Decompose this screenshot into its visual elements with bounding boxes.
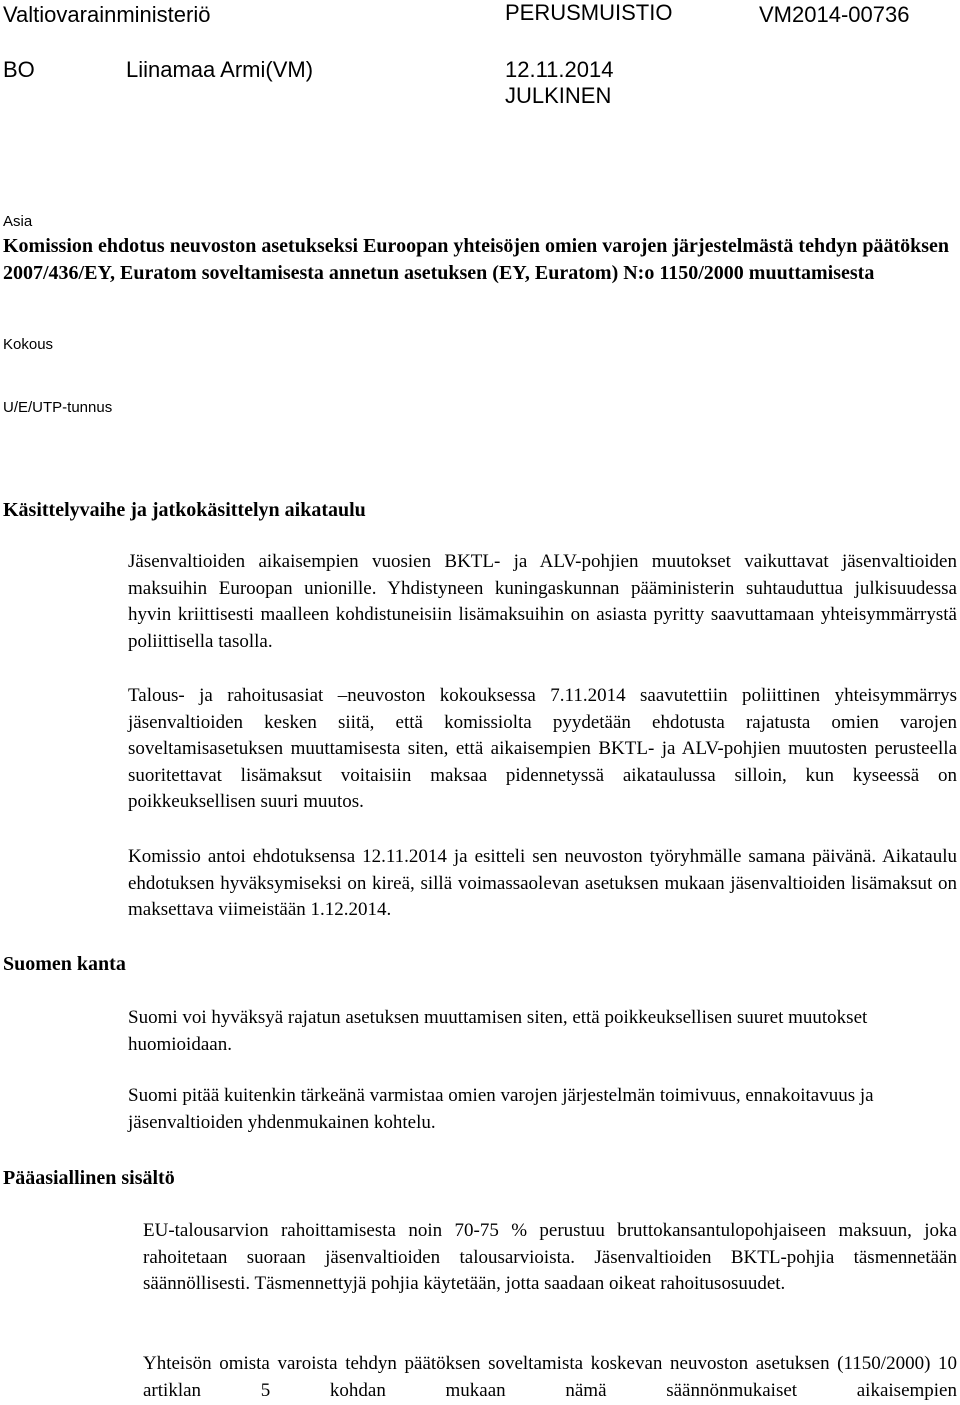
- schedule-paragraph: Jäsenvaltioiden aikaisempien vuosien BKTL- ja ALV-pohjien muutokset vaikuttavat jäsenvaltioiden maksuihin Euroopan unionille. Yhdistyneen kuningaskunnan pääministerin suhtauduttua julkisuudessa hyvin kriittisesti maalleen kohdistuneisiin lisämaksuihin on asiasta pyritty saavuttamaan yhteisymmärrystä poliittisella tasolla.: [128, 551, 957, 652]
- schedule-paragraph: Talous- ja rahoitusasiat –neuvoston kokouksessa 7.11.2014 saavutettiin poliittinen yhteisymmärrys jäsenvaltioiden kesken siitä, että komissiolta pyydetään ehdotusta rajatusta omien varojen soveltamisasetuksen muuttamisesta siten, että aikaisempien BKTL- ja ALV-pohjien muutosten perusteella suoritettavat lisämaksut voitaisiin maksaa pidennetyssä aikataulussa silloin, kun kyseessä on poikkeuksellisen suuri muutos.: [128, 685, 957, 812]
- content-paragraph: Yhteisön omista varoista tehdyn päätöksen soveltamista koskevan neuvoston asetuksen (1150/2000) 10 artiklan 5 kohdan mukaan nämä säännönmukaiset aikaisempien: [143, 1353, 957, 1401]
- document-type: PERUSMUISTIO: [505, 0, 673, 25]
- subject-title: Komission ehdotus neuvoston asetukseksi Euroopan yhteisöjen omien varojen järjestelmästä tehdyn päätöksen 2007/436/EY, Euratom soveltamisesta annetun asetuksen (EY, Euratom) N:o 1150/2000 muuttamisesta: [3, 235, 950, 284]
- schedule-paragraph: Komissio antoi ehdotuksensa 12.11.2014 ja esitteli sen neuvoston työryhmälle samana päivänä. Aikataulu ehdotuksen hyväksymiseksi on kireä, sillä voimassaolevan asetuksen mukaan jäsenvaltioiden lisämaksut on maksettava viimeistään 1.12.2014.: [128, 846, 957, 920]
- content-heading: Pääasiallinen sisältö: [3, 1167, 175, 1189]
- classification: JULKINEN: [505, 83, 612, 108]
- meeting-label: Kokous: [3, 336, 54, 353]
- code-label: U/E/UTP-tunnus: [3, 399, 113, 416]
- position-paragraph: Suomi voi hyväksyä rajatun asetuksen muuttamisen siten, että poikkeuksellisen suuret muutokset huomioidaan.: [128, 1007, 868, 1055]
- document-id: VM2014-00736: [759, 2, 910, 27]
- ministry-name: Valtiovarainministeriö: [3, 2, 211, 27]
- schedule-heading: Käsittelyvaihe ja jatkokäsittelyn aikataulu: [3, 499, 366, 521]
- author: Liinamaa Armi(VM): [126, 57, 314, 82]
- content-paragraph: EU-talousarvion rahoittamisesta noin 70-75 % perustuu bruttokansantulopohjaiseen maksuun, joka rahoitetaan suoraan jäsenvaltioiden talousarvioista. Jäsenvaltioiden BKTL-pohjia täsmennetään säännöllisesti. Täsmennettyjä pohjia käytetään, jotta saadaan oikeat rahoitusosuudet.: [143, 1220, 957, 1294]
- unit-code: BO: [3, 57, 35, 82]
- position-heading: Suomen kanta: [3, 953, 126, 975]
- document-date: 12.11.2014: [505, 57, 614, 82]
- subject-label: Asia: [3, 213, 33, 230]
- position-paragraph: Suomi pitää kuitenkin tärkeänä varmistaa omien varojen järjestelmän toimivuus, ennakoitavuus ja jäsenvaltioiden yhdenmukainen kohtelu.: [128, 1085, 874, 1133]
